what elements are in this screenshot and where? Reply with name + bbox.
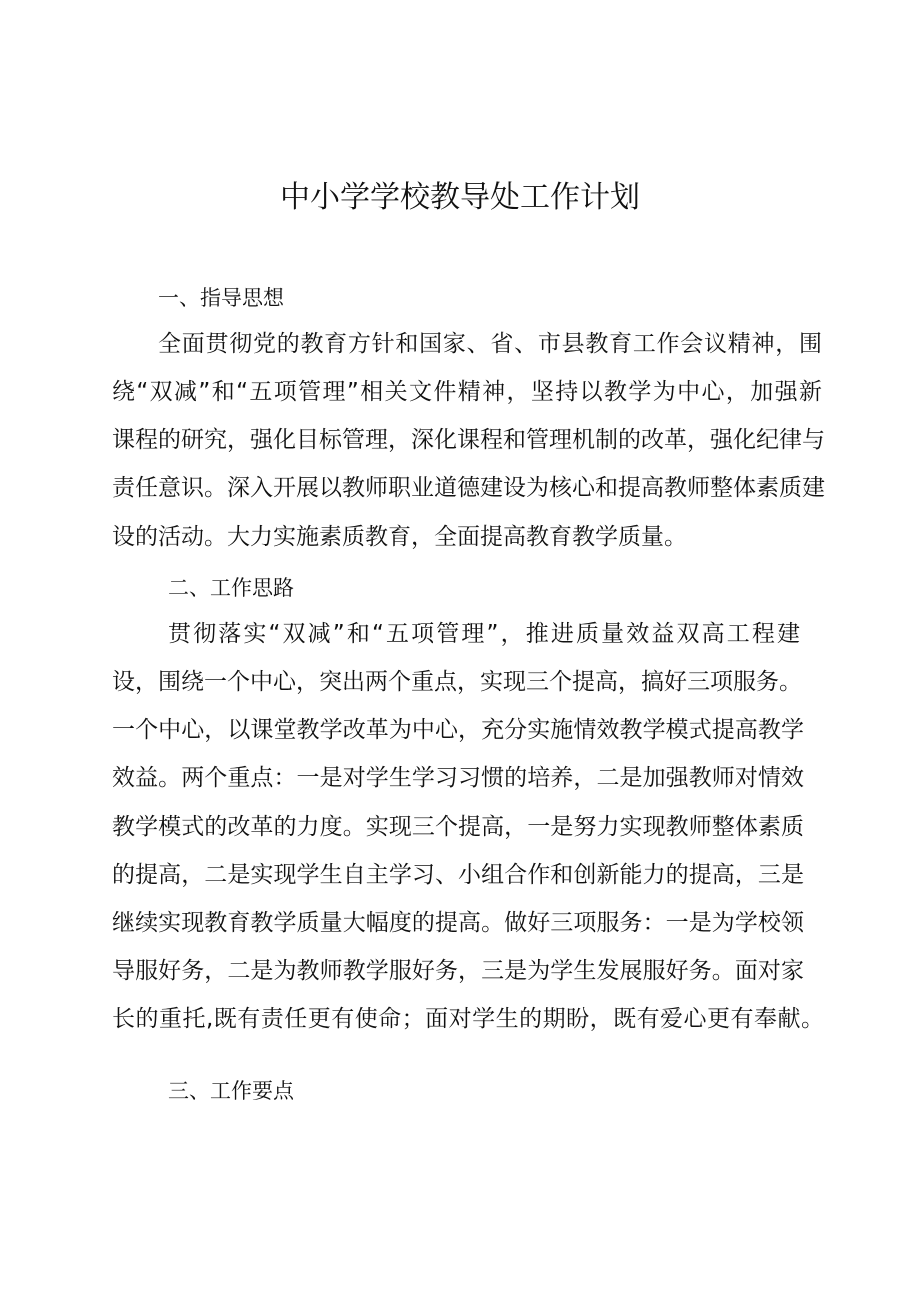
document-title: 中小学学校教导处工作计划 <box>280 180 640 215</box>
paragraph-line: 教学模式的改革的力度。实现三个提高，一是努力实现教师整体素质 <box>112 814 804 840</box>
paragraph-line: 设的活动。大力实施素质教育，全面提高教育教学质量。 <box>112 524 687 550</box>
section-heading-guiding-ideology: 一、指导思想 <box>158 286 284 310</box>
paragraph-line: 绕“双减”和“五项管理”相关文件精神，坚持以教学为中心，加强新 <box>112 379 822 405</box>
section-heading-work-approach: 二、工作思路 <box>168 576 294 600</box>
paragraph-line: 贯彻落实“双减”和“五项管理”，推进质量效益双高工程建 <box>168 621 800 647</box>
paragraph-line: 长的重托,既有责任更有使命；面对学生的期盼，既有爱心更有奉献。 <box>112 1006 824 1032</box>
paragraph-line: 一个中心，以课堂教学改革为中心，充分实施情效教学模式提高教学 <box>112 717 804 743</box>
paragraph-line: 效益。两个重点：一是对学生学习习惯的培养，二是加强教师对情效 <box>112 765 804 791</box>
paragraph-line: 全面贯彻党的教育方针和国家、省、市县教育工作会议精神，围 <box>158 331 822 357</box>
paragraph-line: 课程的研究，强化目标管理，深化课程和管理机制的改革，强化纪律与 <box>112 427 825 453</box>
paragraph-line: 导服好务，二是为教师教学服好务，三是为学生发展服好务。面对家 <box>112 958 804 984</box>
paragraph-line: 继续实现教育教学质量大幅度的提高。做好三项服务：一是为学校领 <box>112 910 804 936</box>
section-heading-work-points: 三、工作要点 <box>168 1079 294 1103</box>
paragraph-line: 的提高，二是实现学生自主学习、小组合作和创新能力的提高，三是 <box>112 862 804 888</box>
paragraph-line: 责任意识。深入开展以教师职业道德建设为核心和提高教师整体素质建 <box>112 475 825 501</box>
paragraph-line: 设，围绕一个中心，突出两个重点，实现三个提高，搞好三项服务。 <box>112 669 802 695</box>
